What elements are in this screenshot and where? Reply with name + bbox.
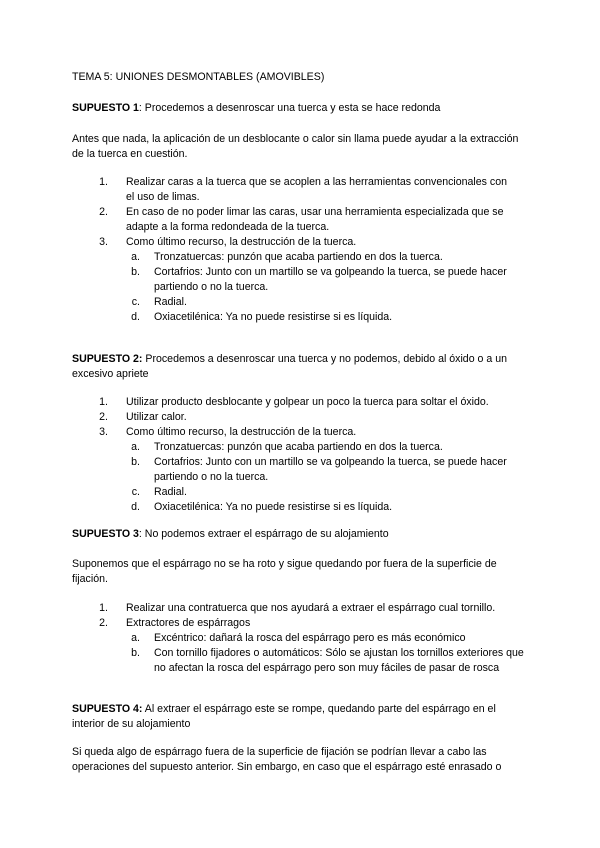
s2-sub-c: c. Radial. xyxy=(131,486,187,498)
s1-label: SUPUESTO 1 xyxy=(72,102,139,114)
s1-item-3: 3. Como último recurso, la destrucción de la tuerca. xyxy=(99,236,357,248)
s2-sub-a: a. Tronzatuercas: punzón que acaba partiendo en dos la tuerca. xyxy=(131,441,443,453)
s3-heading-text: : No podemos extraer el espárrago de su alojamiento xyxy=(138,528,389,540)
s2-sub-d: d. Oxiacetilénica: Ya no puede resistirse si es líquida. xyxy=(131,501,393,513)
s1-sub-b: b. Cortafrios: Junto con un martillo se va golpeando la tuerca, se puede hacer partiendo o no la tuerca. xyxy=(131,266,507,293)
s1-sub-c: c. Radial. xyxy=(131,296,187,308)
s1-heading-text: : Procedemos a desenroscar una tuerca y esta se hace redonda xyxy=(138,102,441,114)
s1-heading xyxy=(72,101,520,116)
s2-sub-b: b. Cortafrios: Junto con un martillo se va golpeando la tuerca, se puede hacer partiendo o no la tuerca. xyxy=(131,456,507,483)
s3-item-2: 2. Extractores de espárragos xyxy=(99,617,251,629)
s1-item-1: 1. Realizar caras a la tuerca que se acoplen a las herramientas convencionales con el uso de limas. xyxy=(99,176,508,203)
s1-intro: Antes que nada, la aplicación de un desblocante o calor sin llama puede ayudar a la extracción de la tuerca en cuestión. xyxy=(72,133,519,160)
s3-sub-a: a. Excéntrico: dañará la rosca del espárrago pero es más económico xyxy=(131,632,466,644)
s2-heading-text: Procedemos a desenroscar una tuerca y no podemos, debido al óxido o a un excesivo apriete xyxy=(72,353,507,380)
s4-heading xyxy=(72,702,520,732)
s2-item-1: 1. Utilizar producto desblocante y golpear un poco la tuerca para soltar el óxido. xyxy=(99,396,489,408)
s1-sub-d: d. Oxiacetilénica: Ya no puede resistirse si es líquida. xyxy=(131,311,393,323)
s3-heading xyxy=(72,527,520,542)
s4-intro: Si queda algo de espárrago fuera de la superficie de fijación se podrían llevar a cabo las operaciones del supuesto anterior. Sin embargo, en caso que el espárrago esté enrasado o xyxy=(72,746,502,773)
s3-sub-b: b. Con tornillo fijadores o automáticos: Sólo se ajustan los tornillos exteriores que no afectan la rosca del espárrago pero son muy fáciles de pasar de rosca xyxy=(131,647,524,674)
s3-label: SUPUESTO 3 xyxy=(72,528,139,540)
s4-label: SUPUESTO 4: xyxy=(72,703,143,715)
s3-item-1: 1. Realizar una contratuerca que nos ayudará a extraer el espárrago cual tornillo. xyxy=(99,602,496,614)
s2-item-2: 2. Utilizar calor. xyxy=(99,411,187,423)
s4-heading-text: Al extraer el espárrago este se rompe, quedando parte del espárrago en el interior de su alojamiento xyxy=(72,703,496,730)
s3-intro: Suponemos que el espárrago no se ha roto y sigue quedando por fuera de la superficie de fijación. xyxy=(72,558,497,585)
s2-item-3: 3. Como último recurso, la destrucción de la tuerca. xyxy=(99,426,357,438)
s2-label: SUPUESTO 2: xyxy=(72,353,143,365)
s1-item-2: 2. En caso de no poder limar las caras, usar una herramienta especializada que se adapte a la forma redondeada de la tuerca. xyxy=(99,206,504,233)
s1-sub-a: a. Tronzatuercas: punzón que acaba partiendo en dos la tuerca. xyxy=(131,251,443,263)
page-title: TEMA 5: UNIONES DESMONTABLES (AMOVIBLES) xyxy=(72,71,325,83)
s2-heading xyxy=(72,352,520,382)
